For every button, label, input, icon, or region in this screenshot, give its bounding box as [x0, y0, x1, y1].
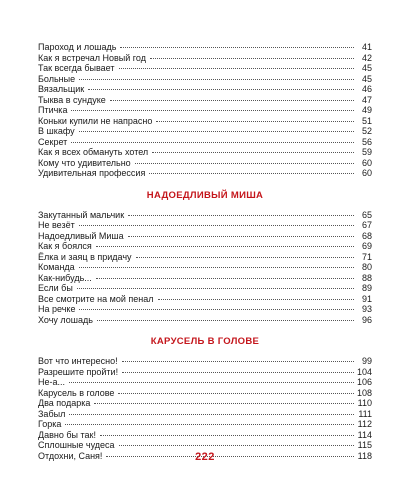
toc-entry-title: Ёлка и заяц в придачу: [38, 251, 132, 262]
dot-leader: [100, 434, 354, 436]
toc-entry[interactable]: [38, 116, 372, 127]
toc-entry[interactable]: [38, 220, 372, 231]
section-heading: КАРУСЕЛЬ В ГОЛОВЕ: [150, 336, 260, 347]
toc-entry-page: 118: [357, 450, 372, 461]
toc-entry-page: 111: [358, 408, 372, 419]
toc-entry-page: 45: [361, 73, 372, 84]
toc-entry-page: 68: [361, 230, 372, 241]
toc-entry-title: Больные: [38, 73, 76, 84]
toc-entry[interactable]: [38, 147, 372, 158]
toc-entry[interactable]: [38, 95, 372, 106]
toc-entry-title: На речке: [38, 304, 76, 314]
toc-entry[interactable]: [38, 294, 372, 305]
toc-entry-page: 46: [361, 84, 372, 94]
toc-entry-page: 47: [361, 94, 372, 105]
dot-leader: [120, 46, 354, 48]
toc-entry-title: Забыл: [38, 408, 66, 419]
toc-entry-page: 49: [361, 105, 372, 115]
dot-leader: [77, 287, 354, 289]
toc-entry[interactable]: [38, 356, 372, 367]
dot-leader: [79, 78, 354, 80]
toc-entry-page: 114: [357, 429, 372, 440]
toc-section: [38, 189, 372, 326]
toc-entry-page: 93: [361, 304, 372, 314]
toc-entry-title: Тыква в сундуке: [38, 94, 106, 105]
dot-leader: [97, 319, 354, 321]
toc-entry[interactable]: [38, 398, 372, 409]
toc-entry-title: Горка: [38, 419, 62, 429]
toc-entry-title: Кому что удивительно: [38, 157, 131, 168]
toc-entry-title: Закутанный мальчик: [38, 209, 125, 220]
toc-entry-page: 108: [356, 387, 372, 398]
toc-entry-title: Удивительная профессия: [38, 168, 146, 178]
toc-entry-page: 69: [361, 241, 372, 251]
toc-entry-page: 65: [361, 209, 372, 220]
toc-entry[interactable]: [38, 367, 372, 378]
toc-entry-title: Пароход и лошадь: [38, 42, 117, 52]
toc-entry-title: Разрешите пройти!: [38, 366, 119, 377]
toc-entry[interactable]: [38, 126, 372, 137]
toc-entry-page: 88: [361, 272, 372, 283]
dot-leader: [122, 360, 354, 362]
toc-entry[interactable]: [38, 84, 372, 95]
toc-entry[interactable]: [38, 315, 372, 326]
dot-leader: [118, 392, 354, 394]
toc-entry-title: Два подарка: [38, 398, 91, 408]
dot-leader: [71, 109, 354, 111]
toc-entry-title: Не везёт: [38, 220, 75, 230]
toc-entry[interactable]: [38, 304, 372, 315]
toc-section: [38, 335, 372, 461]
dot-leader: [136, 256, 354, 258]
dot-leader: [79, 224, 354, 226]
toc-entry-page: 60: [361, 157, 372, 168]
section-heading: НАДОЕДЛИВЫЙ МИША: [146, 189, 264, 201]
toc-entry-title: В шкафу: [38, 126, 75, 136]
toc-entry[interactable]: [38, 273, 372, 284]
toc-entry-title: Как я боялся: [38, 241, 92, 251]
toc-entry-title: Хочу лошадь: [38, 314, 93, 325]
toc-entry-page: 110: [357, 398, 372, 408]
toc-entry[interactable]: [38, 210, 372, 221]
toc-entry[interactable]: [38, 419, 372, 430]
dot-leader: [156, 120, 354, 122]
toc-entry[interactable]: [38, 158, 372, 169]
toc-section: [38, 42, 372, 179]
toc-entry[interactable]: [38, 42, 372, 53]
toc-entry-title: Коньки купили не напрасно: [38, 115, 153, 126]
toc-entry-page: 42: [361, 52, 372, 63]
toc-entry-title: Сплошные чудеса: [38, 440, 115, 450]
toc-entry-page: 67: [361, 220, 372, 230]
toc-entry-title: Вот что интересно!: [38, 356, 118, 366]
toc-entry-page: 60: [361, 168, 372, 178]
toc-entry[interactable]: [38, 74, 372, 85]
toc-entry-page: 52: [361, 126, 372, 136]
toc-entry-page: 96: [361, 314, 372, 325]
toc-entry-page: 59: [361, 147, 372, 157]
dot-leader: [79, 130, 354, 132]
dot-leader: [110, 99, 354, 101]
toc-entry-page: 115: [357, 440, 372, 450]
dot-leader: [128, 214, 354, 216]
dot-leader: [96, 245, 354, 247]
toc-entry-page: 45: [361, 63, 372, 73]
toc-entry-title: Команда: [38, 262, 75, 272]
dot-leader: [128, 235, 354, 237]
toc-entry[interactable]: [38, 53, 372, 64]
toc-entry[interactable]: [38, 377, 372, 388]
toc-entry-title: Если бы: [38, 283, 73, 293]
dot-leader: [119, 444, 354, 446]
toc-entry[interactable]: [38, 409, 372, 420]
dot-leader: [71, 141, 354, 143]
dot-leader: [79, 266, 354, 268]
toc-entry-page: 106: [356, 377, 372, 387]
dot-leader: [96, 277, 354, 279]
toc-entry-title: Вязальщик: [38, 84, 85, 94]
toc-entry-title: Не-а...: [38, 377, 66, 387]
dot-leader: [158, 298, 355, 300]
dot-leader: [88, 88, 354, 90]
table-of-contents: [38, 42, 372, 461]
toc-entry-page: 41: [361, 42, 372, 52]
toc-entry-page: 89: [361, 283, 372, 293]
toc-entry-page: 104: [356, 366, 372, 377]
dot-leader: [119, 67, 355, 69]
toc-entry[interactable]: [38, 241, 372, 252]
toc-entry-page: 80: [361, 262, 372, 272]
toc-entry-title: Все смотрите на мой пенал: [38, 293, 154, 304]
dot-leader: [149, 172, 354, 174]
toc-entry[interactable]: [38, 137, 372, 148]
toc-entry-title: Птичка: [38, 105, 68, 115]
toc-entry-title: Карусель в голове: [38, 387, 115, 398]
toc-entry-page: 51: [361, 115, 372, 126]
toc-entry-page: 112: [357, 419, 372, 429]
toc-entry-title: Как я встречал Новый год: [38, 52, 146, 63]
toc-entry-title: Отдохни, Саня!: [38, 450, 103, 461]
toc-entry[interactable]: [38, 430, 372, 441]
toc-entry[interactable]: [38, 168, 372, 179]
toc-entry[interactable]: [38, 63, 372, 74]
toc-entry[interactable]: [38, 283, 372, 294]
dot-leader: [65, 423, 354, 425]
toc-entry-page: 71: [361, 251, 372, 262]
dot-leader: [69, 413, 354, 415]
toc-entry-title: Давно бы так!: [38, 429, 96, 440]
toc-entry[interactable]: [38, 440, 372, 451]
toc-entry-page: 99: [361, 356, 372, 366]
dot-leader: [122, 371, 354, 373]
toc-entry[interactable]: [38, 231, 372, 242]
toc-entry[interactable]: [38, 252, 372, 263]
toc-entry[interactable]: [38, 105, 372, 116]
dot-leader: [69, 381, 354, 383]
toc-entry-page: 56: [361, 136, 372, 147]
toc-entry-title: Как я всех обмануть хотел: [38, 147, 149, 157]
dot-leader: [135, 162, 354, 164]
toc-entry-title: Так всегда бывает: [38, 63, 115, 73]
toc-entry-title: Надоедливый Миша: [38, 230, 124, 241]
dot-leader: [150, 57, 354, 59]
toc-entry-title: Как-нибудь...: [38, 272, 92, 283]
page-number: 222: [195, 451, 215, 463]
toc-entry-title: Секрет: [38, 136, 68, 147]
toc-entry[interactable]: [38, 388, 372, 399]
dot-leader: [94, 402, 354, 404]
dot-leader: [79, 308, 354, 310]
dot-leader: [152, 151, 354, 153]
toc-entry[interactable]: [38, 262, 372, 273]
toc-entry-page: 91: [361, 293, 372, 304]
